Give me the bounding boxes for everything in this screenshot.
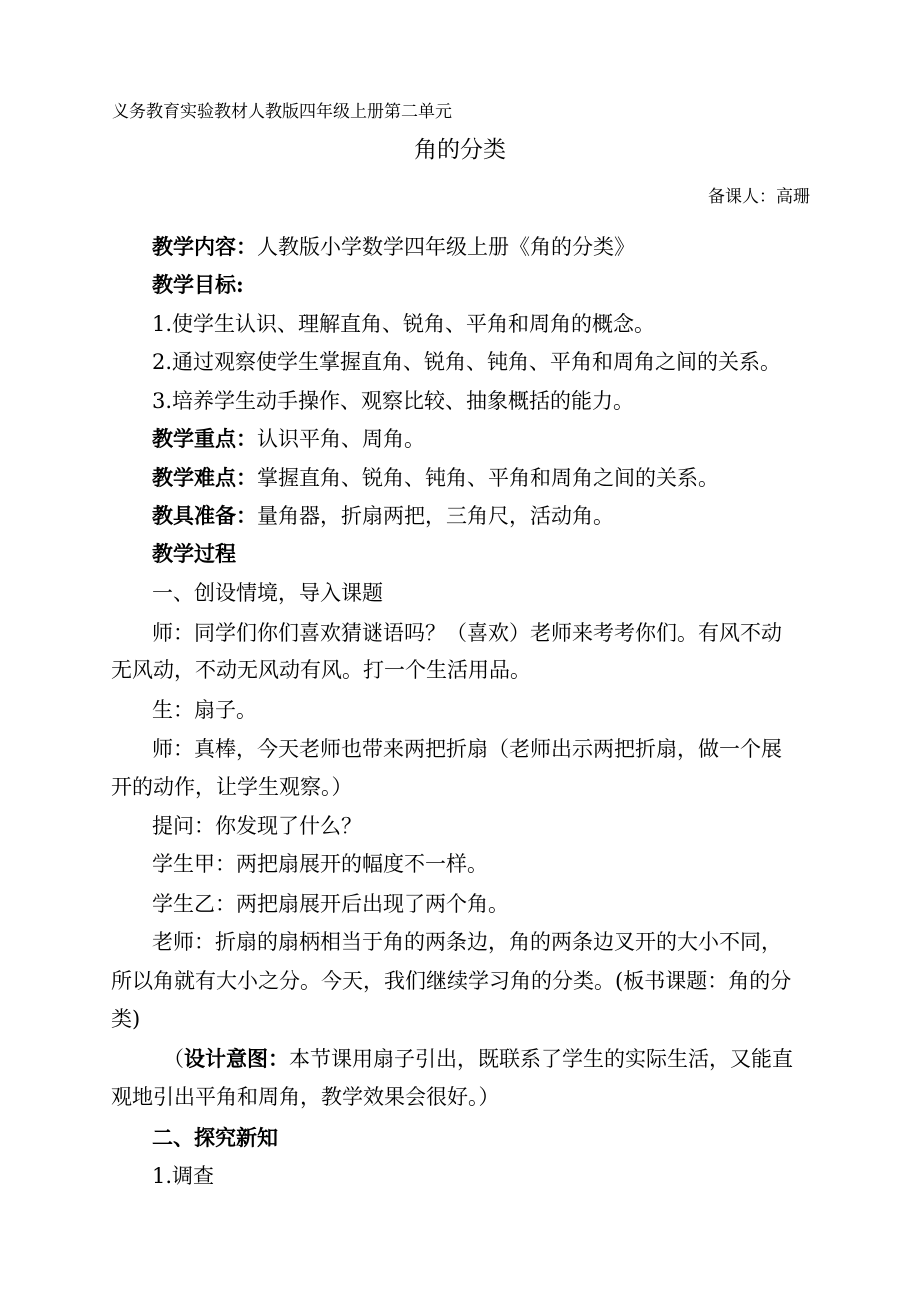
difficulty-text: 掌握直角、锐角、钝角、平角和周角之间的关系。 <box>257 466 719 490</box>
difficulty-label: 教学难点： <box>152 465 257 490</box>
paragraph-line: 类) <box>111 1007 141 1031</box>
paragraph-line: 师：同学们你们喜欢猜谜语吗？（喜欢）老师来考考你们。有风不动 <box>152 621 782 645</box>
paragraph-line: 学生甲：两把扇展开的幅度不一样。 <box>152 852 488 876</box>
paragraph-line: 所以角就有大小之分。今天，我们继续学习角的分类。(板书课题：角的分 <box>111 969 792 993</box>
paragraph-line: 学生乙：两把扇展开后出现了两个角。 <box>152 892 509 916</box>
preparer-line: 备课人：高珊 <box>708 187 810 207</box>
tools-label: 教具准备： <box>152 503 257 528</box>
page-title: 角的分类 <box>414 137 506 163</box>
list-item: 1.调查 <box>152 1164 215 1188</box>
key-points <box>152 425 425 453</box>
intent-label: 设计意图： <box>184 1046 289 1071</box>
intent-text: 本节课用扇子引出，既联系了学生的实际生活，又能直 <box>289 1047 793 1071</box>
goal-item: 3.培养学生动手操作、观察比较、抽象概括的能力。 <box>152 389 635 413</box>
content-text: 人教版小学数学四年级上册《角的分类》 <box>257 235 635 259</box>
paragraph-line: 无风动，不动无风动有风。打一个生活用品。 <box>111 658 531 682</box>
goals-heading: 教学目标: <box>152 272 244 297</box>
document-header: 义务教育实验教材人教版四年级上册第二单元 <box>112 102 452 122</box>
goal-item: 1.使学生认识、理解直角、锐角、平角和周角的概念。 <box>152 312 656 336</box>
paragraph-line: 提问：你发现了什么？ <box>152 814 362 838</box>
paragraph-line: 师：真棒，今天老师也带来两把折扇（老师出示两把折扇，做一个展 <box>152 737 782 761</box>
teaching-tools <box>152 502 614 530</box>
paragraph-line: 观地引出平角和周角，教学效果会很好。） <box>111 1085 500 1109</box>
paragraph-line: 开的动作，让学生观察。） <box>111 775 353 799</box>
process-heading: 教学过程 <box>152 541 236 566</box>
tools-text: 量角器，折扇两把，三角尺，活动角。 <box>257 504 614 528</box>
paragraph-line: 生：扇子。 <box>152 698 257 722</box>
difficulties <box>152 464 719 492</box>
goal-item: 2.通过观察使学生掌握直角、锐角、钝角、平角和周角之间的关系。 <box>152 350 782 374</box>
content-label: 教学内容： <box>152 234 257 259</box>
paragraph-line: 老师：折扇的扇柄相当于角的两条边，角的两条边叉开的大小不同， <box>152 930 782 954</box>
section-heading: 二、探究新知 <box>152 1125 278 1150</box>
key-label: 教学重点： <box>152 426 257 451</box>
key-text: 认识平角、周角。 <box>257 427 425 451</box>
teaching-content <box>152 233 635 261</box>
design-intent: （设计意图：本节课用扇子引出，既联系了学生的实际生活，又能直 <box>163 1046 793 1071</box>
section-heading: 一、创设情境，导入课题 <box>152 581 383 605</box>
